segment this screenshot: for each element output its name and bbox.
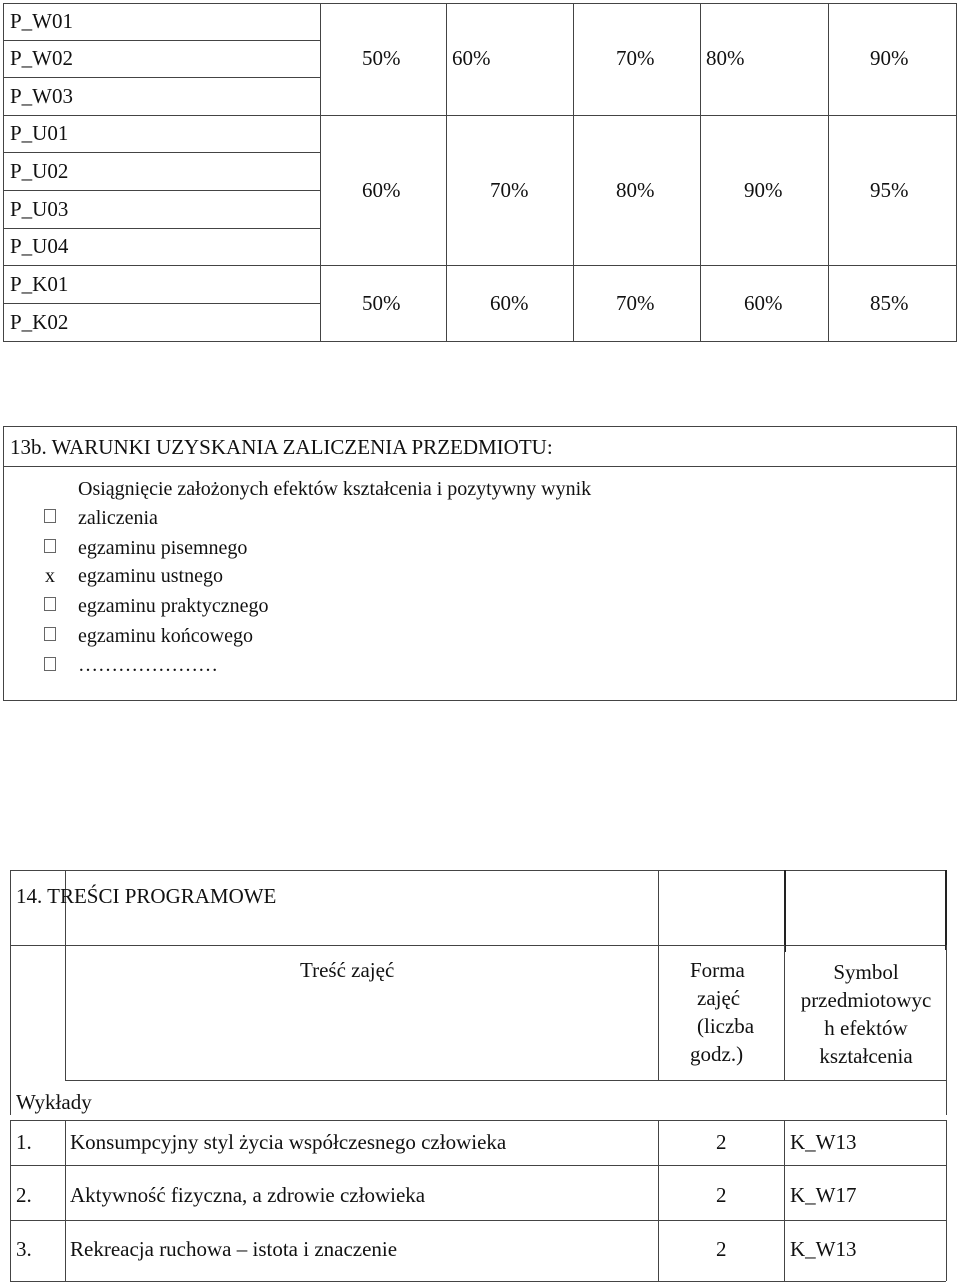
checkbox-zaliczenia[interactable] [44, 509, 56, 523]
row-content: Rekreacja ruchowa – istota i znaczenie [70, 1237, 398, 1261]
percent-cell: 50% [362, 291, 401, 315]
option-label: egzaminu końcowego [78, 625, 253, 647]
intro-text: Osiągnięcie założonych efektów kształcenia i pozytywny wynik [78, 478, 592, 500]
row-content: Konsumpcyjny styl życia współczesnego człowieka [70, 1130, 507, 1154]
row-hours: 2 [716, 1183, 727, 1207]
header-content: Treść zajęć [300, 958, 395, 982]
row-number: 3. [16, 1237, 32, 1261]
checkbox-egzamin-koncowy[interactable] [44, 627, 56, 641]
percent-cell: 90% [870, 46, 909, 70]
code-cell: P_W03 [10, 84, 73, 108]
row-content: Aktywność fizyczna, a zdrowie człowieka [70, 1183, 426, 1207]
checkbox-egzamin-praktyczny[interactable] [44, 597, 56, 611]
row-number: 2. [16, 1183, 32, 1207]
percent-cell: 60% [490, 291, 529, 315]
row-symbol: K_W13 [790, 1130, 857, 1154]
header-symbol-line: h efektów [824, 1016, 908, 1040]
percent-cell: 70% [490, 178, 529, 202]
option-label: egzaminu ustnego [78, 565, 223, 587]
row-hours: 2 [716, 1237, 727, 1261]
row-hours: 2 [716, 1130, 727, 1154]
header-symbol-line: kształcenia [819, 1044, 913, 1068]
checked-mark[interactable]: x [45, 565, 55, 587]
code-cell: P_W01 [10, 9, 73, 33]
percent-cell: 60% [452, 46, 491, 70]
header-form-line: (liczba [697, 1014, 755, 1038]
percent-cell: 70% [616, 46, 655, 70]
code-cell: P_U03 [10, 197, 69, 221]
header-symbol-line: przedmiotowyc [800, 988, 932, 1012]
percent-cell: 60% [362, 178, 401, 202]
percent-cell: 90% [744, 178, 783, 202]
group-label: Wykłady [16, 1090, 92, 1114]
code-cell: P_K01 [10, 272, 69, 296]
percent-cell: 60% [744, 291, 783, 315]
checkbox-egzamin-pisemny[interactable] [44, 539, 56, 553]
row-symbol: K_W13 [790, 1237, 857, 1261]
section-title: 13b. WARUNKI UZYSKANIA ZALICZENIA PRZEDMIOTU: [10, 435, 553, 459]
percent-cell: 50% [362, 46, 401, 70]
header-form-line: zajęć [697, 986, 741, 1010]
percent-cell: 80% [616, 178, 655, 202]
code-cell: P_K02 [10, 310, 69, 334]
percent-cell: 70% [616, 291, 655, 315]
option-label: zaliczenia [78, 507, 158, 529]
option-label-dots: ………………… [78, 654, 218, 676]
code-cell: P_U04 [10, 234, 69, 258]
header-symbol-line: Symbol [833, 960, 899, 984]
option-label: egzaminu praktycznego [78, 595, 269, 617]
checkbox-other[interactable] [44, 657, 56, 671]
row-number: 1. [16, 1130, 32, 1154]
percent-cell: 80% [706, 46, 745, 70]
option-label: egzaminu pisemnego [78, 537, 248, 559]
code-cell: P_U02 [10, 159, 69, 183]
code-cell: P_U01 [10, 121, 69, 145]
row-symbol: K_W17 [790, 1183, 857, 1207]
percent-cell: 85% [870, 291, 909, 315]
header-form-line: Forma [690, 958, 745, 982]
code-cell: P_W02 [10, 46, 73, 70]
percent-cell: 95% [870, 178, 909, 202]
section-title: 14. TREŚCI PROGRAMOWE [16, 884, 277, 908]
header-form-line: godz.) [690, 1042, 744, 1066]
